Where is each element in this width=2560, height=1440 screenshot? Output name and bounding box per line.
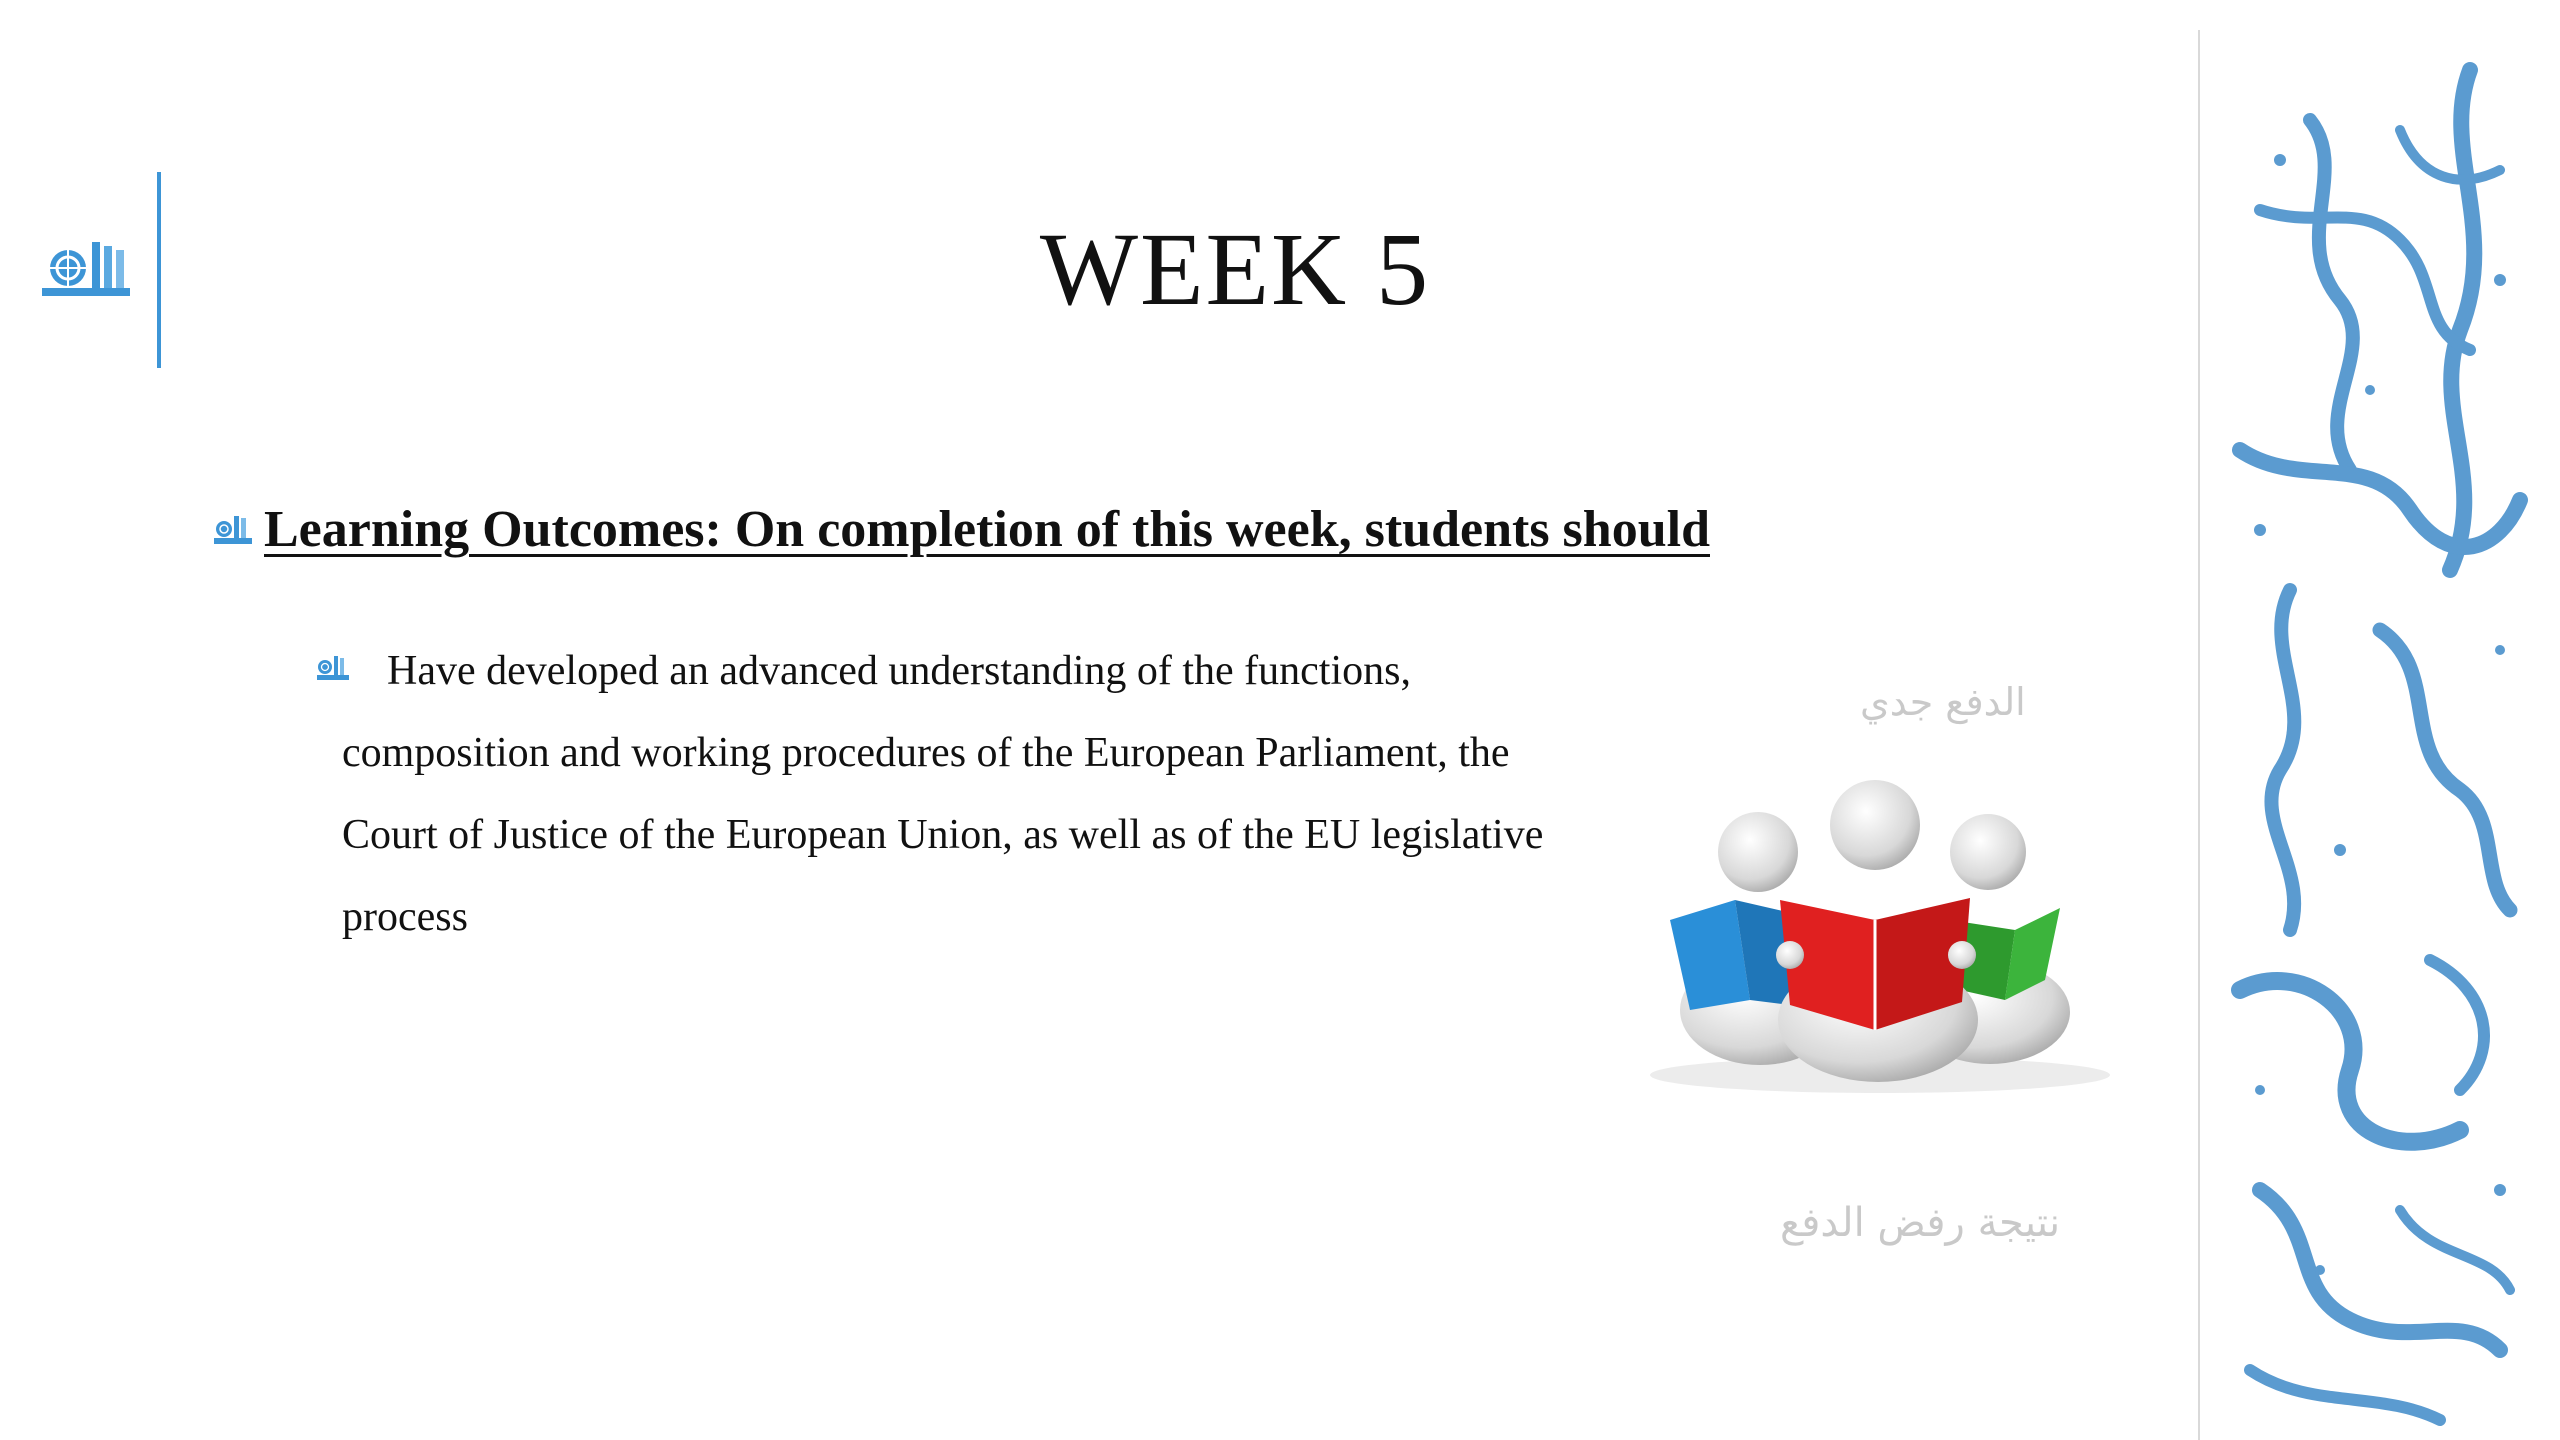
- slide-title: WEEK 5: [1039, 212, 1431, 327]
- book-bullet-icon: [315, 652, 351, 684]
- learning-outcomes-heading-row: [212, 500, 1710, 559]
- learning-outcome-label: Have developed an advanced understanding of the functions, composition and working procedures of the European Parliament, the Court of Justice of the European Union, as well as of the EU legislative process: [342, 648, 1544, 940]
- book-bullet-icon: [212, 512, 254, 548]
- learning-outcome-text: [315, 630, 1575, 958]
- calligraphy-side-panel: [2198, 30, 2550, 1440]
- caption-bottom: نتيجة رفض الدفع: [1780, 1200, 2061, 1246]
- learning-outcome-item: [315, 630, 1575, 958]
- caption-top: الدفع جدي: [1860, 680, 2026, 724]
- learning-outcomes-heading: Learning Outcomes: On completion of this week, students should: [264, 501, 1710, 558]
- reading-students-illustration: [1640, 780, 2110, 1100]
